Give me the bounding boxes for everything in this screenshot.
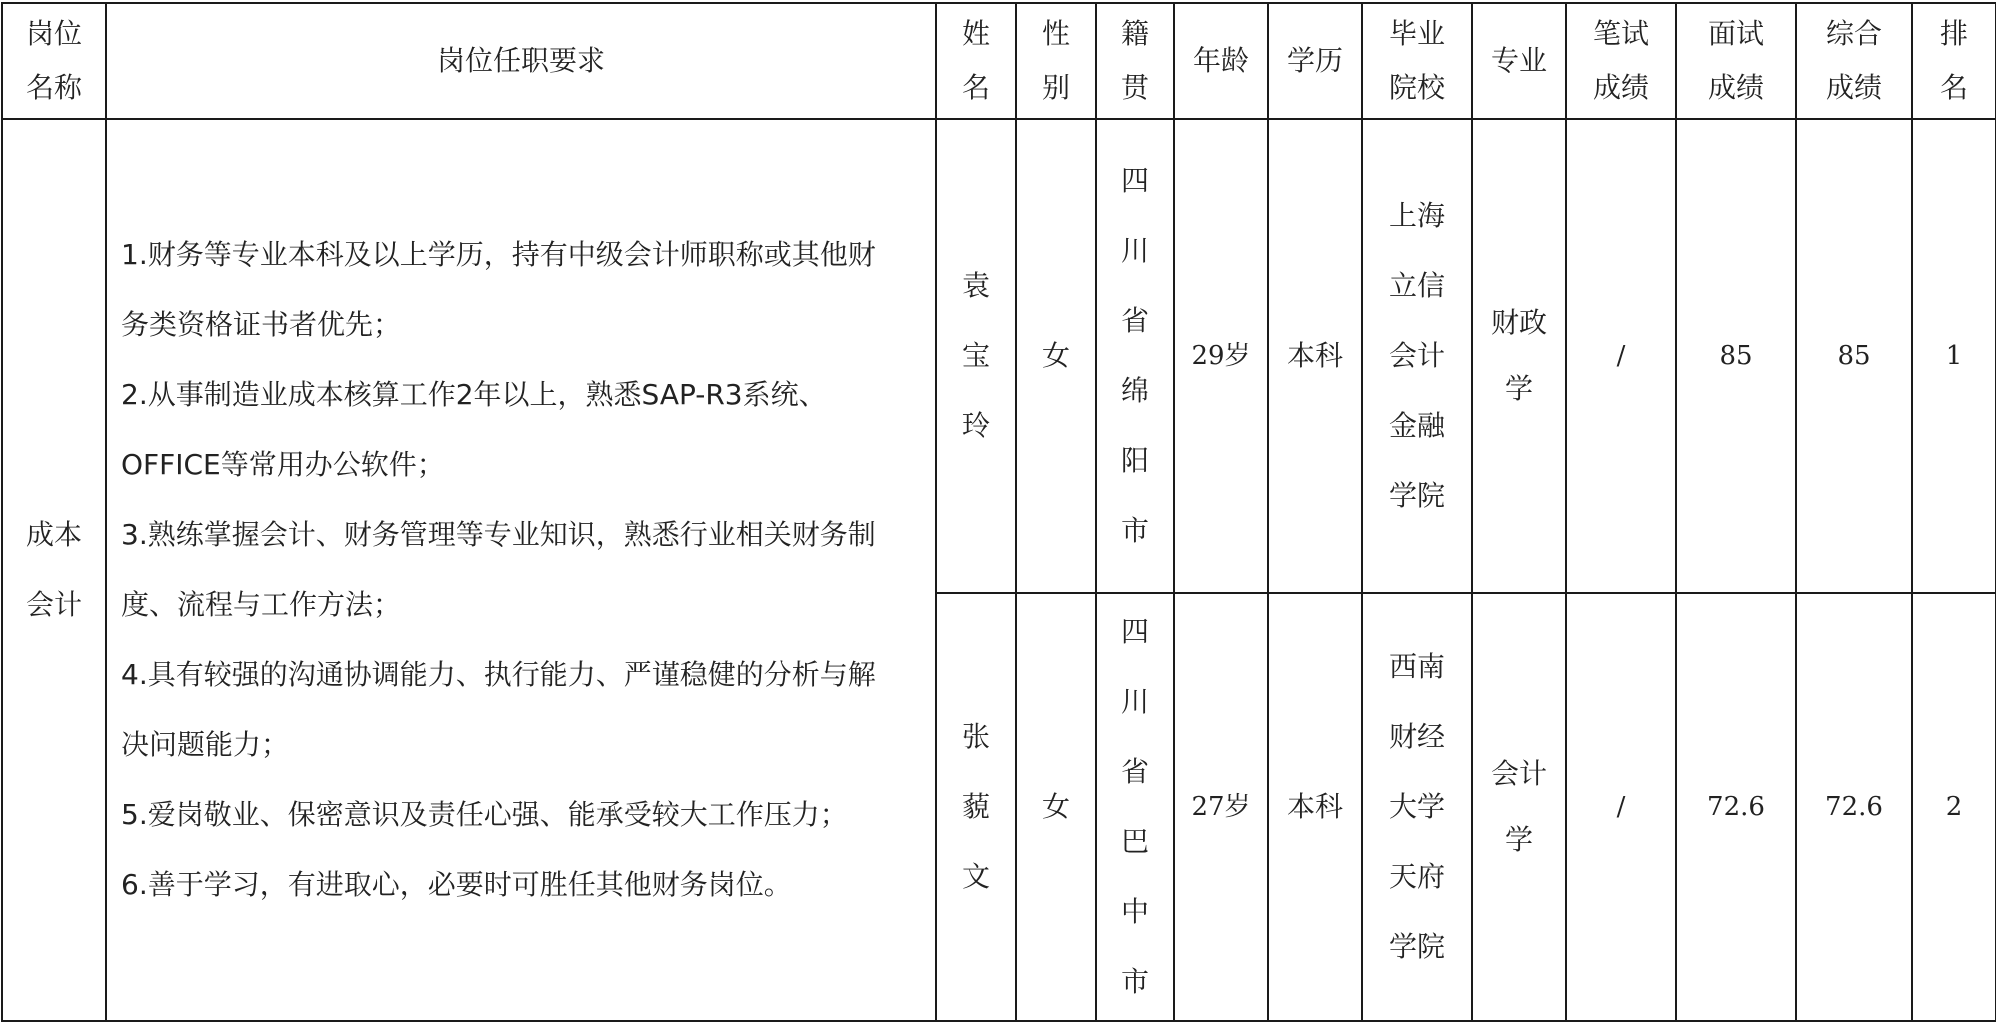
candidate-total-score: 72.6: [1796, 593, 1912, 1021]
requirement-line: OFFICE等常用办公软件；: [121, 448, 445, 481]
candidate-native-place: 四川省绵阳市: [1096, 119, 1174, 593]
requirement-line: 3.熟练掌握会计、财务管理等专业知识，熟悉行业相关财务制: [121, 518, 876, 551]
candidate-rank: 2: [1912, 593, 1996, 1021]
candidate-age: 27岁: [1174, 593, 1268, 1021]
requirement-line: 5.爱岗敬业、保密意识及责任心强、能承受较大工作压力；: [121, 798, 848, 831]
candidate-interview-score: 85: [1676, 119, 1796, 593]
candidate-education: 本科: [1268, 593, 1362, 1021]
header-rank: 排名: [1912, 3, 1996, 119]
header-written-score: 笔试成绩: [1566, 3, 1676, 119]
candidate-name: 张藐文: [936, 593, 1016, 1021]
candidate-major: 财政学: [1472, 119, 1566, 593]
candidate-interview-score: 72.6: [1676, 593, 1796, 1021]
candidate-written-score: /: [1566, 119, 1676, 593]
header-native-place: 籍贯: [1096, 3, 1174, 119]
header-requirements: 岗位任职要求: [106, 3, 936, 119]
candidate-name: 袁宝玲: [936, 119, 1016, 593]
requirements-cell: [106, 119, 936, 1021]
requirement-line: 度、流程与工作方法；: [121, 588, 402, 621]
candidate-gender: 女: [1016, 593, 1096, 1021]
position-cell: 成本会计: [2, 119, 106, 1021]
header-row: [2, 3, 1996, 119]
header-position: 岗位名称: [2, 3, 106, 119]
candidate-school: 上海立信会计金融学院: [1362, 119, 1472, 593]
recruitment-results-table: [1, 2, 1996, 1022]
candidate-total-score: 85: [1796, 119, 1912, 593]
header-age: 年龄: [1174, 3, 1268, 119]
candidate-gender: 女: [1016, 119, 1096, 593]
results-table-container: [1, 2, 1996, 1022]
requirement-line: 决问题能力；: [121, 728, 290, 761]
header-gender: 性别: [1016, 3, 1096, 119]
candidate-rank: 1: [1912, 119, 1996, 593]
header-school: 毕业院校: [1362, 3, 1472, 119]
candidate-major: 会计学: [1472, 593, 1566, 1021]
header-name: 姓名: [936, 3, 1016, 119]
header-major: 专业: [1472, 3, 1566, 119]
candidate-age: 29岁: [1174, 119, 1268, 593]
header-interview-score: 面试成绩: [1676, 3, 1796, 119]
requirement-line: 1.财务等专业本科及以上学历，持有中级会计师职称或其他财: [121, 238, 876, 271]
requirement-line: 务类资格证书者优先；: [121, 308, 402, 341]
requirement-line: 2.从事制造业成本核算工作2年以上，熟悉SAP-R3系统、: [121, 378, 827, 411]
header-education: 学历: [1268, 3, 1362, 119]
candidate-education: 本科: [1268, 119, 1362, 593]
table-row: [2, 119, 1996, 593]
candidate-native-place: 四川省巴中市: [1096, 593, 1174, 1021]
candidate-written-score: /: [1566, 593, 1676, 1021]
requirement-line: 6.善于学习，有进取心，必要时可胜任其他财务岗位。: [121, 868, 792, 901]
candidate-school: 西南财经大学天府学院: [1362, 593, 1472, 1021]
header-total-score: 综合成绩: [1796, 3, 1912, 119]
requirement-line: 4.具有较强的沟通协调能力、执行能力、严谨稳健的分析与解: [121, 658, 876, 691]
